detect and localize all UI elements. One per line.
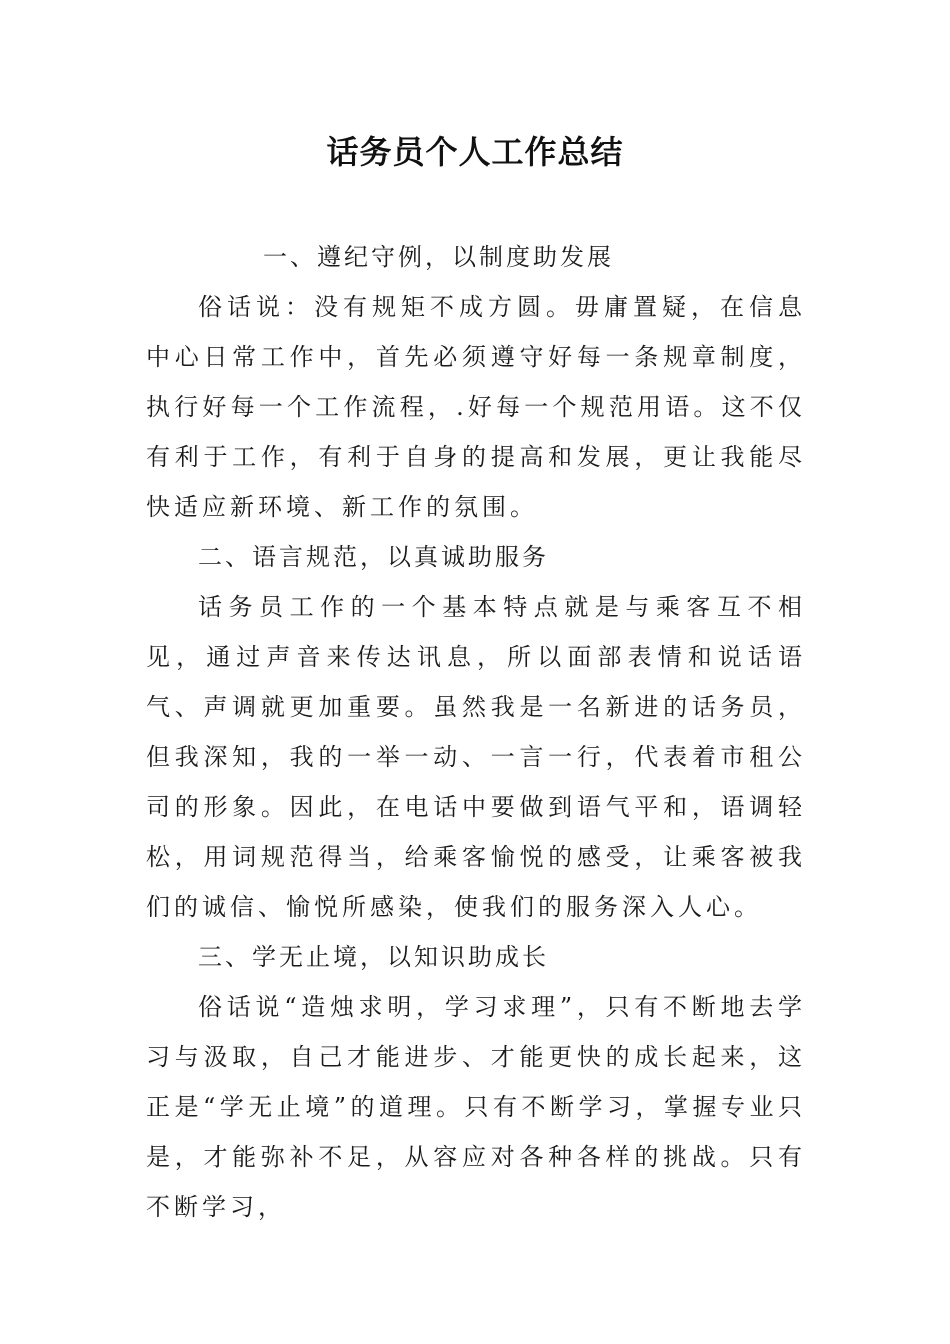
section-paragraph-2: 话务员工作的一个基本特点就是与乘客互不相见，通过声音来传达讯息，所以面部表情和说话语气、声调就更加重要。虽然我是一名新进的话务员，但我深知，我的一举一动、一言一行，代表着市租公司的形象。因此，在电话中要做到语气平和，语调轻松，用词规范得当，给乘客愉悦的感受，让乘客被我们的诚信、愉悦所感染，使我们的服务深入人心。 (146, 593, 806, 921)
section-paragraph-1: 俗话说：没有规矩不成方圆。毋庸置疑，在信息中心日常工作中，首先必须遵守好每一条规章制度，执行好每一个工作流程，.好每一个规范用语。这不仅有利于工作，有利于自身的提高和发展，更让我能尽快适应新环境、新工作的氛围。 (146, 293, 806, 521)
document-body (146, 232, 806, 1232)
section-heading-3: 三、学无止境，以知识助成长 (198, 943, 549, 971)
document-title: 话务员个人工作总结 (326, 133, 624, 171)
section-paragraph-3: 俗话说“造烛求明，学习求理”，只有不断地去学习与汲取，自己才能进步、才能更快的成长起来，这正是“学无止境”的道理。只有不断学习，掌握专业只是，才能弥补不足，从容应对各种各样的挑战。只有不断学习， (146, 993, 806, 1221)
section-heading-1: 一、遵纪守例，以制度助发展 (263, 243, 614, 271)
section-heading-2: 二、语言规范，以真诚助服务 (198, 543, 549, 571)
